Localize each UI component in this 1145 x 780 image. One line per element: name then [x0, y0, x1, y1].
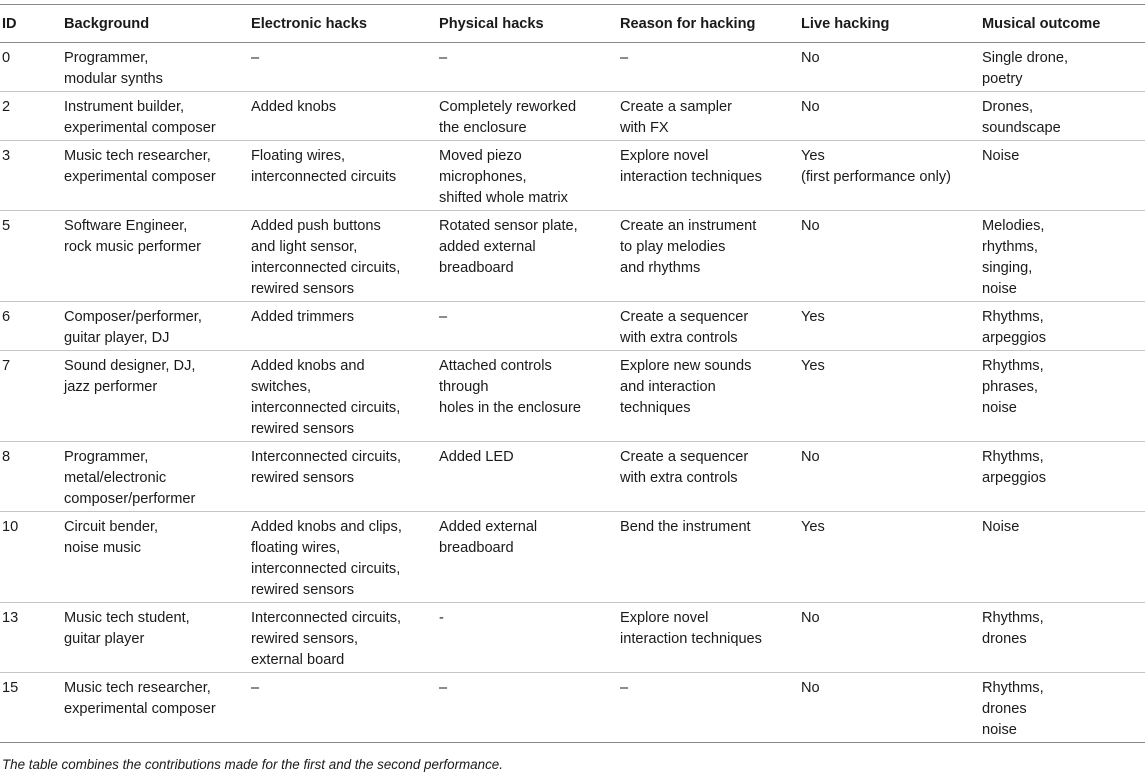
cell-line: rhythms,	[982, 239, 1038, 255]
cell-line: Instrument builder,	[64, 99, 185, 115]
cell-line: Yes	[801, 148, 825, 164]
cell-line: No	[801, 449, 820, 465]
cell-line: Software Engineer,	[64, 218, 188, 234]
cell-line: Added knobs and	[251, 358, 365, 374]
cell-line: No	[801, 610, 820, 626]
cell-reason-for-hacking	[618, 351, 799, 442]
cell-line: –	[439, 680, 448, 696]
cell-live-hacking	[799, 211, 980, 302]
cell-live-hacking	[799, 603, 980, 673]
cell-physical-hacks	[437, 43, 618, 92]
header-background: Background	[62, 5, 249, 43]
cell-reason-for-hacking	[618, 302, 799, 351]
cell-line: Noise	[982, 148, 1020, 164]
cell-line: with extra controls	[620, 330, 738, 346]
cell-line: No	[801, 50, 820, 66]
table-row	[0, 603, 1145, 673]
cell-line: Programmer,	[64, 449, 149, 465]
table-row	[0, 92, 1145, 141]
cell-physical-hacks	[437, 92, 618, 141]
cell-musical-outcome	[980, 673, 1145, 743]
cell-line: No	[801, 680, 820, 696]
header-musical-outcome: Musical outcome	[980, 5, 1145, 43]
cell-background	[62, 211, 249, 302]
cell-live-hacking	[799, 302, 980, 351]
cell-line: drones	[982, 631, 1027, 647]
cell-musical-outcome	[980, 512, 1145, 603]
cell-physical-hacks	[437, 302, 618, 351]
cell-line: Rhythms,	[982, 309, 1044, 325]
table-row	[0, 211, 1145, 302]
cell-musical-outcome	[980, 442, 1145, 512]
cell-line: singing,	[982, 260, 1033, 276]
cell-background	[62, 673, 249, 743]
cell-line: Interconnected circuits,	[251, 449, 402, 465]
cell-line: Added push buttons	[251, 218, 381, 234]
cell-background	[62, 43, 249, 92]
cell-id	[0, 603, 62, 673]
cell-musical-outcome	[980, 92, 1145, 141]
cell-line: noise music	[64, 540, 142, 556]
cell-line: Added knobs and clips,	[251, 519, 402, 535]
cell-line: 3	[2, 148, 11, 164]
cell-line: 7	[2, 358, 11, 374]
cell-electronic-hacks	[249, 211, 437, 302]
cell-line: Added knobs	[251, 99, 337, 115]
cell-live-hacking	[799, 673, 980, 743]
cell-line: –	[251, 680, 260, 696]
cell-line: interaction techniques	[620, 631, 762, 647]
cell-line: Yes	[801, 309, 825, 325]
table-row	[0, 442, 1145, 512]
cell-background	[62, 442, 249, 512]
cell-line: Added LED	[439, 449, 514, 465]
cell-physical-hacks	[437, 211, 618, 302]
cell-line: soundscape	[982, 120, 1061, 136]
cell-line: Create a sequencer	[620, 309, 749, 325]
cell-musical-outcome	[980, 603, 1145, 673]
cell-line: noise	[982, 722, 1017, 738]
cell-line: –	[620, 50, 629, 66]
cell-line: Moved piezo	[439, 148, 522, 164]
cell-line: external board	[251, 652, 345, 668]
cell-reason-for-hacking	[618, 603, 799, 673]
cell-line: Bend the instrument	[620, 519, 751, 535]
table-header-row	[0, 5, 1145, 43]
cell-line: experimental composer	[64, 169, 216, 185]
cell-electronic-hacks	[249, 302, 437, 351]
cell-line: (first performance only)	[801, 169, 952, 185]
cell-line: interconnected circuits,	[251, 260, 401, 276]
cell-musical-outcome	[980, 211, 1145, 302]
cell-line: microphones,	[439, 169, 527, 185]
table-row	[0, 673, 1145, 743]
cell-line: phrases,	[982, 379, 1038, 395]
cell-electronic-hacks	[249, 442, 437, 512]
cell-line: experimental composer	[64, 701, 216, 717]
cell-line: with FX	[620, 120, 669, 136]
cell-line: Create a sampler	[620, 99, 732, 115]
cell-line: 8	[2, 449, 11, 465]
cell-line: poetry	[982, 71, 1023, 87]
cell-physical-hacks	[437, 603, 618, 673]
cell-id	[0, 673, 62, 743]
cell-electronic-hacks	[249, 43, 437, 92]
cell-physical-hacks	[437, 512, 618, 603]
cell-background	[62, 351, 249, 442]
cell-line: Rhythms,	[982, 449, 1044, 465]
cell-line: interaction techniques	[620, 169, 762, 185]
cell-id	[0, 211, 62, 302]
cell-line: rewired sensors,	[251, 631, 359, 647]
cell-line: added external	[439, 239, 536, 255]
header-id: ID	[0, 5, 62, 43]
cell-line: Completely reworked	[439, 99, 577, 115]
cell-line: shifted whole matrix	[439, 190, 568, 206]
cell-line: 5	[2, 218, 11, 234]
cell-line: guitar player	[64, 631, 145, 647]
cell-line: Composer/performer,	[64, 309, 202, 325]
cell-line: Drones,	[982, 99, 1034, 115]
table-body	[0, 43, 1145, 743]
cell-musical-outcome	[980, 141, 1145, 211]
cell-line: Rhythms,	[982, 610, 1044, 626]
cell-line: –	[439, 50, 448, 66]
cell-line: floating wires,	[251, 540, 341, 556]
cell-line: rewired sensors	[251, 582, 355, 598]
cell-electronic-hacks	[249, 512, 437, 603]
cell-physical-hacks	[437, 673, 618, 743]
cell-electronic-hacks	[249, 351, 437, 442]
cell-line: Yes	[801, 519, 825, 535]
cell-line: holes in the enclosure	[439, 400, 581, 416]
cell-line: –	[251, 50, 260, 66]
cell-background	[62, 302, 249, 351]
cell-line: Interconnected circuits,	[251, 610, 402, 626]
cell-musical-outcome	[980, 43, 1145, 92]
cell-line: metal/electronic	[64, 470, 167, 486]
cell-line: and rhythms	[620, 260, 701, 276]
cell-live-hacking	[799, 141, 980, 211]
cell-line: Added external	[439, 519, 538, 535]
cell-line: Yes	[801, 358, 825, 374]
cell-electronic-hacks	[249, 673, 437, 743]
cell-background	[62, 512, 249, 603]
cell-line: Single drone,	[982, 50, 1069, 66]
cell-live-hacking	[799, 92, 980, 141]
cell-id	[0, 141, 62, 211]
cell-line: Explore novel	[620, 148, 709, 164]
cell-live-hacking	[799, 351, 980, 442]
cell-reason-for-hacking	[618, 512, 799, 603]
cell-line: interconnected circuits,	[251, 561, 401, 577]
cell-line: and light sensor,	[251, 239, 358, 255]
cell-line: -	[439, 610, 444, 626]
cell-line: Added trimmers	[251, 309, 354, 325]
cell-line: Programmer,	[64, 50, 149, 66]
cell-line: breadboard	[439, 540, 514, 556]
cell-line: 2	[2, 99, 11, 115]
cell-line: breadboard	[439, 260, 514, 276]
cell-live-hacking	[799, 442, 980, 512]
cell-line: jazz performer	[64, 379, 158, 395]
cell-line: rewired sensors	[251, 470, 355, 486]
cell-line: and interaction	[620, 379, 716, 395]
cell-line: through	[439, 379, 489, 395]
cell-electronic-hacks	[249, 603, 437, 673]
cell-line: Explore novel	[620, 610, 709, 626]
cell-line: Rotated sensor plate,	[439, 218, 578, 234]
cell-line: guitar player, DJ	[64, 330, 170, 346]
cell-line: noise	[982, 281, 1017, 297]
cell-line: interconnected circuits,	[251, 400, 401, 416]
cell-id	[0, 302, 62, 351]
cell-reason-for-hacking	[618, 43, 799, 92]
cell-reason-for-hacking	[618, 92, 799, 141]
cell-id	[0, 512, 62, 603]
cell-physical-hacks	[437, 351, 618, 442]
header-electronic-hacks: Electronic hacks	[249, 5, 437, 43]
table-row	[0, 512, 1145, 603]
cell-line: 6	[2, 309, 11, 325]
cell-reason-for-hacking	[618, 673, 799, 743]
cell-electronic-hacks	[249, 141, 437, 211]
cell-line: switches,	[251, 379, 312, 395]
cell-line: Explore new sounds	[620, 358, 752, 374]
cell-reason-for-hacking	[618, 211, 799, 302]
cell-reason-for-hacking	[618, 141, 799, 211]
cell-id	[0, 43, 62, 92]
cell-line: 10	[2, 519, 19, 535]
cell-electronic-hacks	[249, 92, 437, 141]
cell-line: techniques	[620, 400, 691, 416]
cell-live-hacking	[799, 512, 980, 603]
cell-id	[0, 351, 62, 442]
table-row	[0, 43, 1145, 92]
cell-line: –	[620, 680, 629, 696]
table-row	[0, 141, 1145, 211]
cell-line: arpeggios	[982, 330, 1047, 346]
cell-background	[62, 92, 249, 141]
cell-line: drones	[982, 701, 1027, 717]
cell-line: Floating wires,	[251, 148, 346, 164]
cell-line: Melodies,	[982, 218, 1045, 234]
cell-line: –	[439, 309, 448, 325]
hacks-table	[0, 4, 1145, 743]
cell-id	[0, 92, 62, 141]
cell-line: interconnected circuits	[251, 169, 397, 185]
cell-line: 13	[2, 610, 19, 626]
cell-line: Create an instrument	[620, 218, 757, 234]
cell-physical-hacks	[437, 141, 618, 211]
cell-reason-for-hacking	[618, 442, 799, 512]
cell-id	[0, 442, 62, 512]
cell-line: Music tech student,	[64, 610, 190, 626]
cell-line: Circuit bender,	[64, 519, 159, 535]
cell-line: with extra controls	[620, 470, 738, 486]
cell-line: Create a sequencer	[620, 449, 749, 465]
cell-live-hacking	[799, 43, 980, 92]
cell-line: Rhythms,	[982, 358, 1044, 374]
header-reason-for-hacking: Reason for hacking	[618, 5, 799, 43]
cell-physical-hacks	[437, 442, 618, 512]
table-footnote: The table combines the contributions made for the first and the second performance.	[2, 757, 503, 772]
cell-line: Sound designer, DJ,	[64, 358, 196, 374]
cell-musical-outcome	[980, 302, 1145, 351]
cell-line: Attached controls	[439, 358, 552, 374]
table-row	[0, 351, 1145, 442]
cell-line: Rhythms,	[982, 680, 1044, 696]
cell-line: No	[801, 218, 820, 234]
cell-line: composer/performer	[64, 491, 196, 507]
cell-line: the enclosure	[439, 120, 527, 136]
header-physical-hacks: Physical hacks	[437, 5, 618, 43]
cell-background	[62, 141, 249, 211]
cell-line: modular synths	[64, 71, 163, 87]
cell-line: to play melodies	[620, 239, 726, 255]
cell-line: No	[801, 99, 820, 115]
cell-line: Music tech researcher,	[64, 680, 211, 696]
cell-line: rock music performer	[64, 239, 202, 255]
cell-line: rewired sensors	[251, 421, 355, 437]
cell-line: arpeggios	[982, 470, 1047, 486]
cell-line: 0	[2, 50, 11, 66]
cell-line: Noise	[982, 519, 1020, 535]
cell-line: experimental composer	[64, 120, 216, 136]
cell-line: Music tech researcher,	[64, 148, 211, 164]
cell-line: 15	[2, 680, 19, 696]
cell-background	[62, 603, 249, 673]
cell-musical-outcome	[980, 351, 1145, 442]
header-live-hacking: Live hacking	[799, 5, 980, 43]
cell-line: noise	[982, 400, 1017, 416]
cell-line: rewired sensors	[251, 281, 355, 297]
table-row	[0, 302, 1145, 351]
